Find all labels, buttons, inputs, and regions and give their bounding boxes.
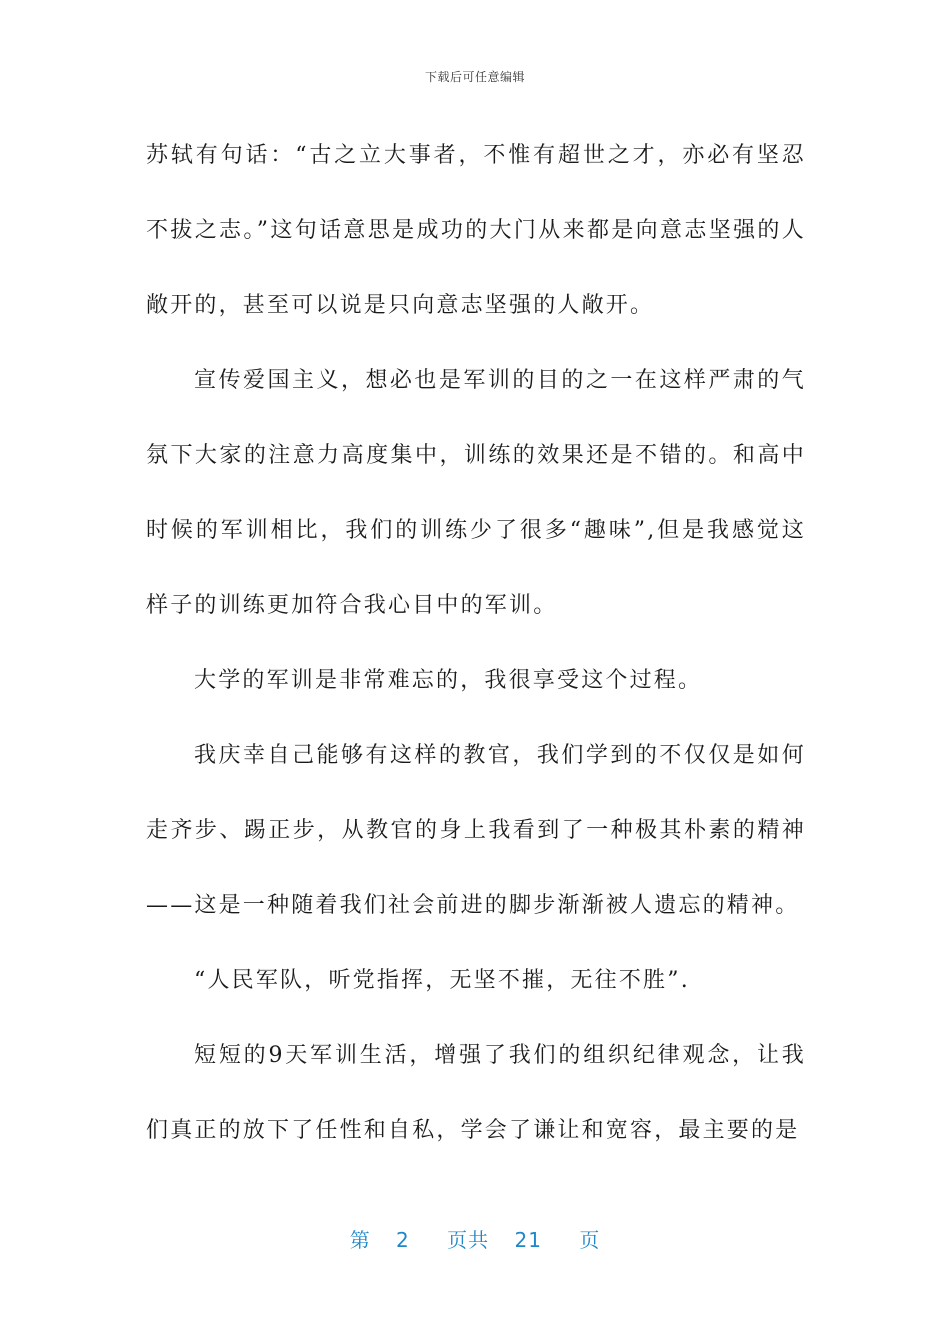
paragraph-2: 宣传爱国主义，想必也是军训的目的之一在这样严肃的气氛下大家的注意力高度集中，训练的效果还是不错的。和高中时候的军训相比，我们的训练少了很多“趣味”,但是我感觉这样子的训练更加符合我心目中的军训。 <box>146 368 806 618</box>
paragraph-3: 大学的军训是非常难忘的，我很享受这个过程。 <box>194 668 703 693</box>
footer-suffix: 页 <box>579 1228 601 1252</box>
paragraph-4: 我庆幸自己能够有这样的教官，我们学到的不仅仅是如何走齐步、踢正步，从教官的身上我看到了一种极其朴素的精神——这是一种随着我们社会前进的脚步渐渐被人遗忘的精神。 <box>146 743 806 918</box>
footer-current-page: 2 <box>396 1228 410 1252</box>
page-footer <box>0 1224 950 1253</box>
footer-prefix: 第 <box>349 1228 371 1252</box>
paragraph-1: 苏轼有句话：“古之立大事者，不惟有超世之才，亦必有坚忍不拔之志。”这句话意思是成功的大门从来都是向意志坚强的人敞开的，甚至可以说是只向意志坚强的人敞开。 <box>146 143 806 318</box>
footer-total-pages: 21 <box>514 1228 542 1252</box>
page-header-note: 下载后可任意编辑 <box>424 70 525 84</box>
footer-middle: 页共 <box>447 1228 490 1252</box>
paragraph-5: “人民军队，听党指挥，无坚不摧，无往不胜”. <box>194 968 690 993</box>
document-body <box>146 118 806 1168</box>
paragraph-6: 短短的9天军训生活，增强了我们的组织纪律观念，让我们真正的放下了任性和自私，学会了谦让和宽容，最主要的是 <box>146 1043 806 1143</box>
